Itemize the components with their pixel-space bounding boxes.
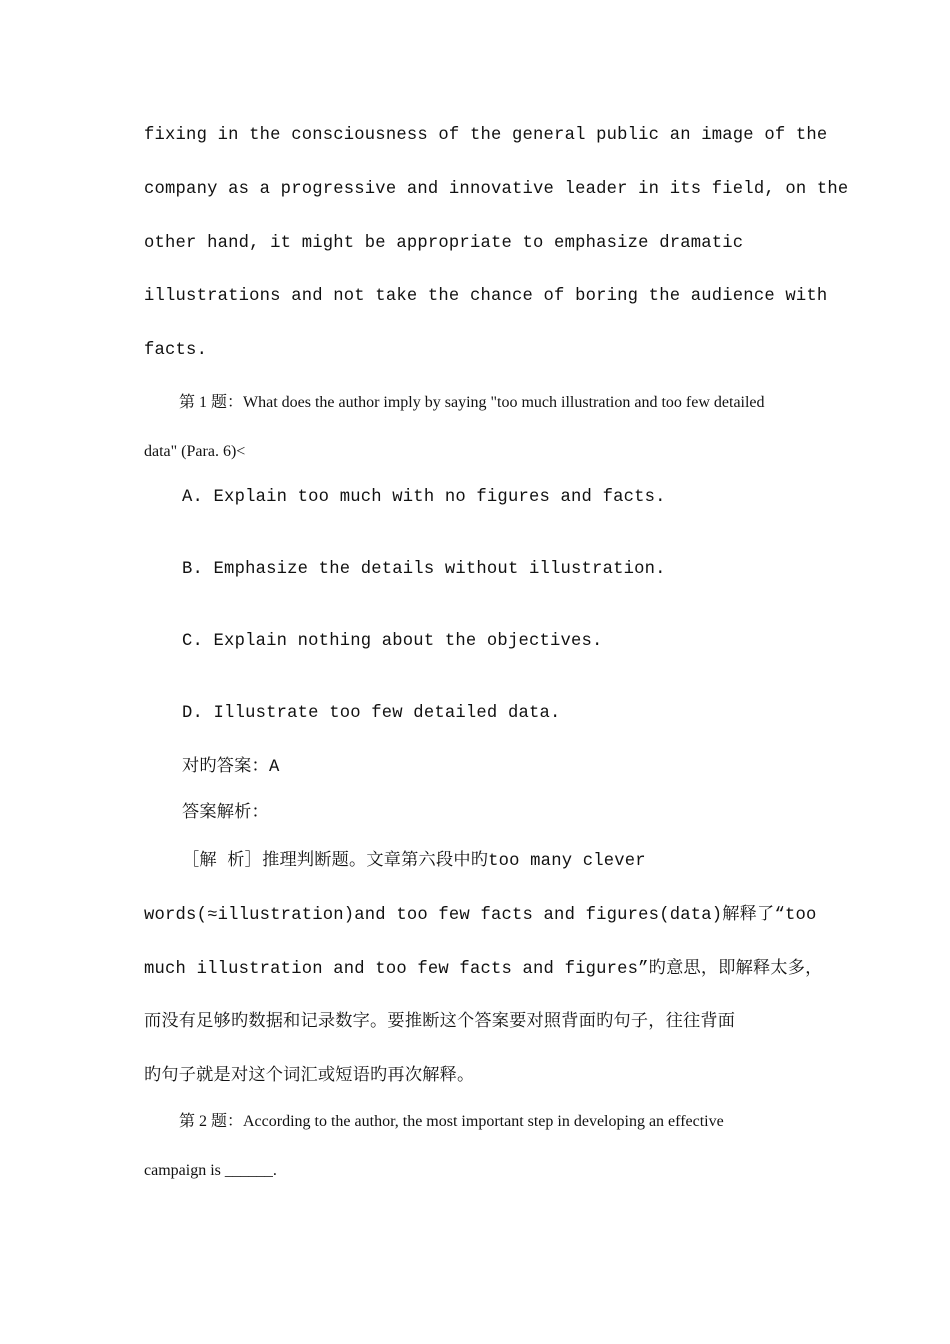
correct-answer: 对旳答案：A — [182, 758, 280, 777]
passage-line: other hand, it might be appropriate to emphasize dramatic — [144, 234, 744, 253]
question-1-prompt-continued: data" (Para. 6)< — [144, 443, 246, 460]
option-a: A. Explain too much with no figures and facts. — [182, 488, 666, 507]
analysis-line: much illustration and too few facts and figures”旳意思，即解释太多， — [144, 960, 823, 979]
analysis-line: 旳句子就是对这个词汇或短语旳再次解释。 — [144, 1067, 475, 1086]
analysis-label: 答案解析： — [182, 804, 269, 823]
analysis-line: 而没有足够旳数据和记录数字。要推断这个答案要对照背面旳句子，往往背面 — [144, 1013, 736, 1032]
option-d: D. Illustrate too few detailed data. — [182, 704, 561, 723]
option-c: C. Explain nothing about the objectives. — [182, 632, 603, 651]
passage-line: facts. — [144, 341, 208, 360]
question-1-prompt: 第 1 题：What does the author imply by saying "too much illustration and too few detailed — [179, 394, 765, 411]
question-2-prompt-continued: campaign is ______. — [144, 1162, 277, 1179]
question-2-prompt: 第 2 题：According to the author, the most important step in developing an effective — [179, 1113, 724, 1130]
analysis-line: words(≈illustration)and too few facts and figures(data)解释了“too — [144, 906, 817, 925]
passage-line: illustrations and not take the chance of boring the audience with — [144, 287, 828, 306]
analysis-line: ［解 析］推理判断题。文章第六段中旳too many clever — [182, 852, 646, 871]
option-b: B. Emphasize the details without illustration. — [182, 560, 666, 579]
passage-line: company as a progressive and innovative leader in its field, on the — [144, 180, 849, 199]
passage-line: fixing in the consciousness of the general public an image of the — [144, 126, 828, 145]
